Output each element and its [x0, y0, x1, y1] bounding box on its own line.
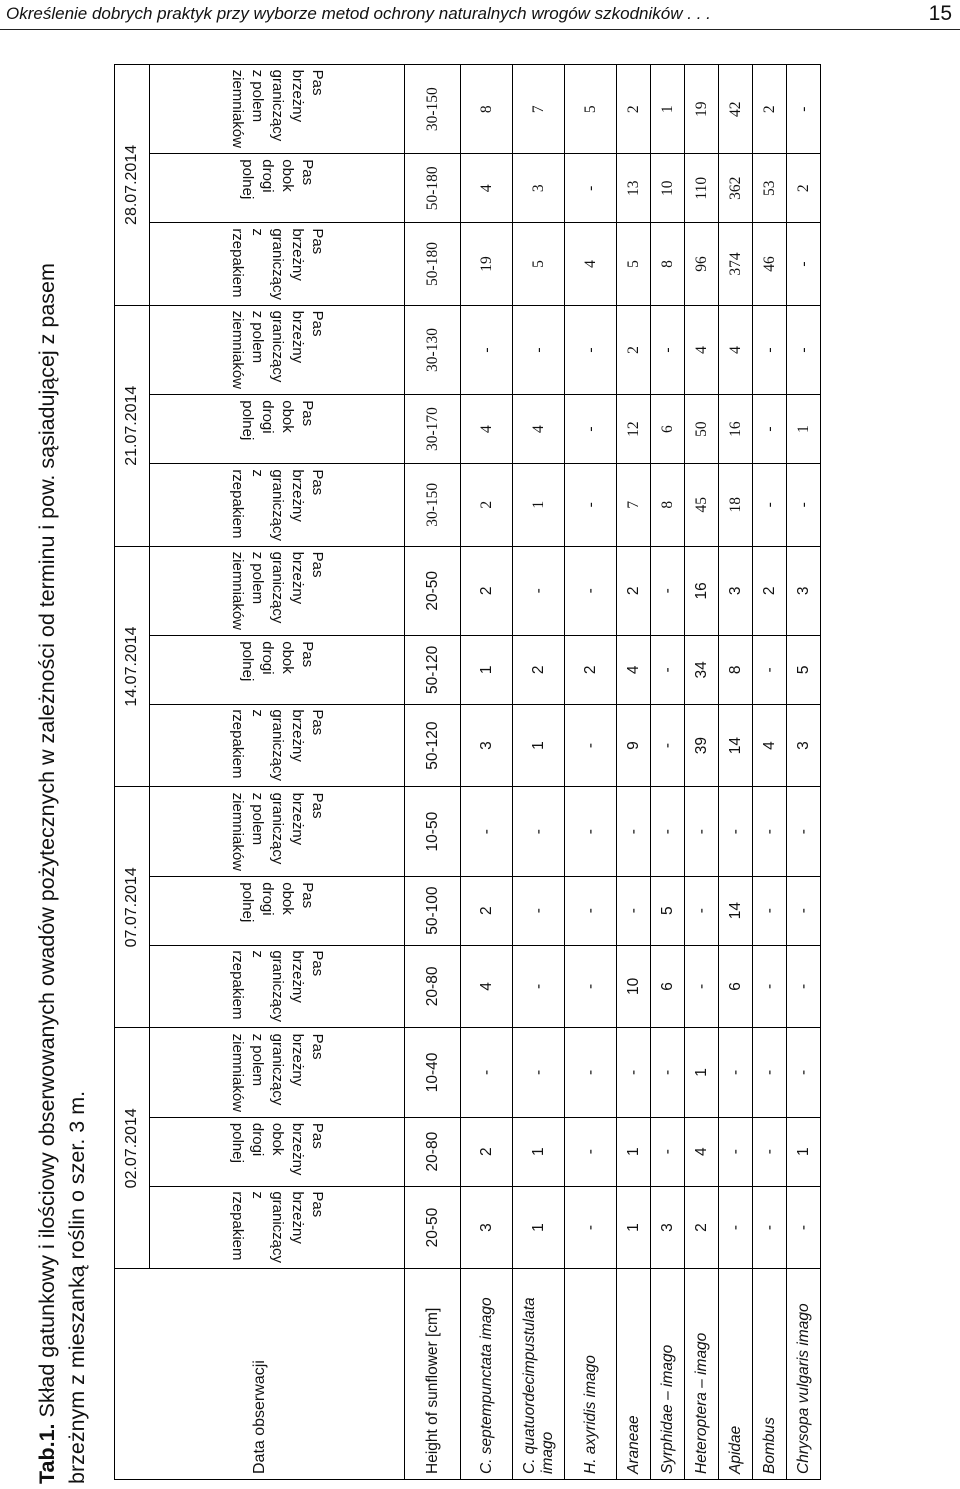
- table-cell: -: [565, 787, 617, 876]
- location-header: [150, 945, 405, 1028]
- table-cell: 2: [461, 1117, 513, 1186]
- table-cell: 46: [753, 223, 787, 306]
- table-cell: 7: [513, 65, 565, 154]
- table-cell: 6: [719, 945, 753, 1028]
- header-rule: [0, 29, 960, 30]
- table-cell: -: [651, 546, 685, 635]
- caption-line-1: Skład gatunkowy i ilościowy obserwowanych owadów pożytecznych w zależności od terminu i pow. sąsiadującej z pasem: [35, 263, 59, 1424]
- table-cell: 4: [685, 305, 719, 394]
- table-cell: 12: [617, 395, 651, 464]
- table-row: [787, 65, 821, 1480]
- location-header: [150, 1186, 405, 1269]
- date-header: 28.07.2014: [115, 65, 150, 306]
- location-label: Pas obok drogi polnej: [239, 400, 316, 441]
- table-cell: -: [753, 876, 787, 945]
- table-cell: 5: [565, 65, 617, 154]
- location-label: Pas brzeżny graniczący z rzepakiem: [229, 950, 326, 1023]
- table-row: [565, 65, 617, 1480]
- table-cell: 10-40: [405, 1028, 461, 1117]
- location-header: [150, 1117, 405, 1186]
- location-label: Pas brzeżny graniczący z polem ziemniaków: [229, 310, 326, 390]
- table-cell: 50-100: [405, 876, 461, 945]
- table-cell: 1: [787, 1117, 821, 1186]
- table-row: [617, 65, 651, 1480]
- table-cell: 1: [513, 704, 565, 787]
- location-label: Pas brzeżny graniczący z polem ziemniaków: [229, 551, 326, 630]
- table-cell: 20-50: [405, 1186, 461, 1269]
- table-cell: 2: [461, 876, 513, 945]
- table-cell: 3: [651, 1186, 685, 1269]
- table-cell: 50-180: [405, 223, 461, 306]
- table-cell: 5: [617, 223, 651, 306]
- table-cell: -: [719, 787, 753, 876]
- table-cell: 50-120: [405, 635, 461, 704]
- row-label: Araneae: [617, 1269, 651, 1480]
- location-label: Pas obok drogi polnej: [239, 159, 316, 200]
- table-cell: -: [651, 787, 685, 876]
- table-cell: -: [753, 945, 787, 1028]
- table-cell: -: [719, 1028, 753, 1117]
- table-cell: 19: [685, 65, 719, 154]
- table-cell: 2: [787, 154, 821, 223]
- table-cell: 30-170: [405, 395, 461, 464]
- table-cell: 8: [651, 463, 685, 546]
- location-label: Pas brzeżny obok drogi polnej: [229, 1122, 326, 1176]
- table-cell: -: [787, 945, 821, 1028]
- table-cell: 30-150: [405, 463, 461, 546]
- table-cell: 53: [753, 154, 787, 223]
- table-cell: 39: [685, 704, 719, 787]
- table-cell: 1: [617, 1117, 651, 1186]
- table-row: [405, 65, 461, 1480]
- row-label: Chrysopa vulgaris imago: [787, 1269, 821, 1480]
- table-row: [685, 65, 719, 1480]
- table-cell: 2: [461, 546, 513, 635]
- table-cell: -: [787, 463, 821, 546]
- table-cell: -: [565, 945, 617, 1028]
- location-header: [150, 635, 405, 704]
- table-cell: -: [651, 305, 685, 394]
- table-cell: -: [787, 876, 821, 945]
- table-row: [651, 65, 685, 1480]
- table-cell: 19: [461, 223, 513, 306]
- table-cell: 1: [513, 1186, 565, 1269]
- table-cell: -: [461, 1028, 513, 1117]
- table-cell: 2: [513, 635, 565, 704]
- table-cell: 20-50: [405, 546, 461, 635]
- table-cell: 20-80: [405, 945, 461, 1028]
- table-cell: 2: [753, 546, 787, 635]
- table-cell: -: [719, 1117, 753, 1186]
- table-cell: 50-180: [405, 154, 461, 223]
- row-label: Heteroptera – imago: [685, 1269, 719, 1480]
- location-header: [150, 395, 405, 464]
- table-cell: 4: [753, 704, 787, 787]
- table-cell: -: [787, 787, 821, 876]
- table-cell: 10-50: [405, 787, 461, 876]
- table-cell: -: [565, 463, 617, 546]
- date-header: 02.07.2014: [115, 1028, 150, 1269]
- corner-label: Data obserwacji: [115, 1269, 405, 1480]
- table-cell: -: [565, 1186, 617, 1269]
- table-cell: 1: [617, 1186, 651, 1269]
- table-cell: -: [753, 305, 787, 394]
- table-cell: -: [787, 223, 821, 306]
- location-header: [150, 876, 405, 945]
- table-cell: 3: [461, 1186, 513, 1269]
- table-cell: 1: [651, 65, 685, 154]
- table-cell: 16: [719, 395, 753, 464]
- table-cell: 10: [617, 945, 651, 1028]
- table-cell: -: [513, 787, 565, 876]
- page-number: 15: [928, 2, 952, 25]
- table-cell: -: [787, 305, 821, 394]
- table-cell: 50-120: [405, 704, 461, 787]
- table-cell: -: [513, 945, 565, 1028]
- table-cell: -: [787, 65, 821, 154]
- table-cell: -: [565, 305, 617, 394]
- table-cell: 45: [685, 463, 719, 546]
- table-cell: 2: [461, 463, 513, 546]
- table-cell: -: [565, 546, 617, 635]
- table-cell: 362: [719, 154, 753, 223]
- location-header: [150, 1028, 405, 1117]
- location-label: Pas brzeżny graniczący z polem ziemniaków: [229, 792, 326, 871]
- table-cell: -: [651, 1117, 685, 1186]
- row-label: C. septempunctata imago: [461, 1269, 513, 1480]
- date-header: 21.07.2014: [115, 305, 150, 546]
- table-cell: -: [565, 154, 617, 223]
- row-label: Syrphidae – imago: [651, 1269, 685, 1480]
- table-cell: -: [513, 876, 565, 945]
- table-cell: 8: [719, 635, 753, 704]
- table-cell: 6: [651, 945, 685, 1028]
- table-cell: -: [753, 635, 787, 704]
- table-cell: -: [461, 787, 513, 876]
- table-cell: -: [617, 876, 651, 945]
- table-cell: 2: [617, 65, 651, 154]
- table-cell: 30-150: [405, 65, 461, 154]
- table-cell: 50: [685, 395, 719, 464]
- location-header: [150, 223, 405, 306]
- table-cell: 5: [651, 876, 685, 945]
- location-label: Pas brzeżny graniczący z rzepakiem: [229, 228, 326, 300]
- table-cell: 374: [719, 223, 753, 306]
- table-row: [719, 65, 753, 1480]
- table-cell: -: [461, 305, 513, 394]
- table-row: [513, 65, 565, 1480]
- table-cell: 2: [617, 305, 651, 394]
- table-cell: 7: [617, 463, 651, 546]
- table-cell: 34: [685, 635, 719, 704]
- table-cell: -: [651, 1028, 685, 1117]
- table-cell: -: [753, 1028, 787, 1117]
- caption-label: Tab.1.: [35, 1423, 59, 1484]
- location-label: Pas brzeżny graniczący z polem ziemniaków: [229, 70, 326, 149]
- table-cell: 4: [685, 1117, 719, 1186]
- table-cell: -: [565, 1028, 617, 1117]
- table-row: [753, 65, 787, 1480]
- table-cell: 2: [685, 1186, 719, 1269]
- table-cell: 6: [651, 395, 685, 464]
- row-label: Apidae: [719, 1269, 753, 1480]
- table-cell: 30-130: [405, 305, 461, 394]
- table-cell: 5: [513, 223, 565, 306]
- rotated-table-page: [8, 64, 913, 1484]
- table-cell: 5: [787, 635, 821, 704]
- row-label: Height of sunflower [cm]: [405, 1269, 461, 1480]
- table-cell: 42: [719, 65, 753, 154]
- page-header: [0, 0, 960, 30]
- location-label: Pas obok drogi polnej: [239, 881, 316, 922]
- table-cell: 2: [617, 546, 651, 635]
- caption-line-2: brzeżnym z mieszanką roślin o szer. 3 m.: [65, 1090, 89, 1484]
- table-cell: 1: [513, 1117, 565, 1186]
- table-cell: 8: [461, 65, 513, 154]
- date-header: 07.07.2014: [115, 787, 150, 1028]
- location-label: Pas brzeżny graniczący z polem ziemniaków: [229, 1033, 326, 1112]
- table-cell: 14: [719, 704, 753, 787]
- location-label: Pas brzeżny graniczący z rzepakiem: [229, 1191, 326, 1264]
- location-label: Pas obok drogi polnej: [239, 640, 316, 682]
- table-cell: -: [753, 787, 787, 876]
- table-cell: 4: [461, 395, 513, 464]
- table-cell: -: [787, 1028, 821, 1117]
- table-cell: 14: [719, 876, 753, 945]
- table-cell: 96: [685, 223, 719, 306]
- table-cell: 3: [461, 704, 513, 787]
- table-cell: 3: [787, 546, 821, 635]
- row-label: C. quatuordecimpustulata imago: [513, 1269, 565, 1480]
- table-cell: -: [565, 395, 617, 464]
- table-cell: -: [565, 1117, 617, 1186]
- table-cell: -: [651, 704, 685, 787]
- table-cell: 13: [617, 154, 651, 223]
- table-cell: 4: [513, 395, 565, 464]
- table-cell: 3: [719, 546, 753, 635]
- table-cell: -: [617, 787, 651, 876]
- table-cell: 9: [617, 704, 651, 787]
- table-cell: -: [753, 395, 787, 464]
- table-cell: -: [565, 704, 617, 787]
- table-row: [461, 65, 513, 1480]
- location-header: [150, 154, 405, 223]
- table-cell: -: [565, 876, 617, 945]
- table-cell: -: [513, 1028, 565, 1117]
- location-header: [150, 463, 405, 546]
- table-cell: 16: [685, 546, 719, 635]
- table-cell: -: [685, 876, 719, 945]
- table-cell: 4: [461, 154, 513, 223]
- table-cell: 1: [787, 395, 821, 464]
- table-cell: 4: [461, 945, 513, 1028]
- table-cell: -: [753, 1117, 787, 1186]
- table-cell: -: [513, 305, 565, 394]
- table-cell: 2: [565, 635, 617, 704]
- table-cell: 3: [513, 154, 565, 223]
- location-header: [150, 65, 405, 154]
- table-caption: [32, 84, 92, 1484]
- table-cell: 3: [787, 704, 821, 787]
- table-cell: 10: [651, 154, 685, 223]
- date-header: 14.07.2014: [115, 546, 150, 787]
- table-cell: 1: [513, 463, 565, 546]
- location-header: [150, 787, 405, 876]
- row-label: H. axyridis imago: [565, 1269, 617, 1480]
- table-cell: -: [719, 1186, 753, 1269]
- table-cell: 2: [753, 65, 787, 154]
- table-cell: 110: [685, 154, 719, 223]
- table-cell: 20-80: [405, 1117, 461, 1186]
- table-cell: 4: [565, 223, 617, 306]
- table-cell: -: [753, 463, 787, 546]
- table-cell: 4: [617, 635, 651, 704]
- table-cell: 8: [651, 223, 685, 306]
- table-cell: 1: [685, 1028, 719, 1117]
- table-cell: -: [617, 1028, 651, 1117]
- location-label: Pas brzeżny graniczący z rzepakiem: [229, 709, 326, 782]
- location-header: [150, 704, 405, 787]
- table-cell: 18: [719, 463, 753, 546]
- row-label: Bombus: [753, 1269, 787, 1480]
- observation-table: [114, 64, 821, 1480]
- running-title: Określenie dobrych praktyk przy wyborze metod ochrony naturalnych wrogów szkodników . . .: [6, 4, 711, 23]
- table-cell: -: [685, 787, 719, 876]
- table-cell: -: [753, 1186, 787, 1269]
- table-cell: 1: [461, 635, 513, 704]
- location-label: Pas brzeżny graniczący z rzepakiem: [229, 468, 326, 541]
- table-cell: -: [787, 1186, 821, 1269]
- table-cell: 4: [719, 305, 753, 394]
- table-cell: -: [513, 546, 565, 635]
- table-cell: -: [651, 635, 685, 704]
- table-cell: -: [685, 945, 719, 1028]
- location-header: [150, 305, 405, 394]
- location-header: [150, 546, 405, 635]
